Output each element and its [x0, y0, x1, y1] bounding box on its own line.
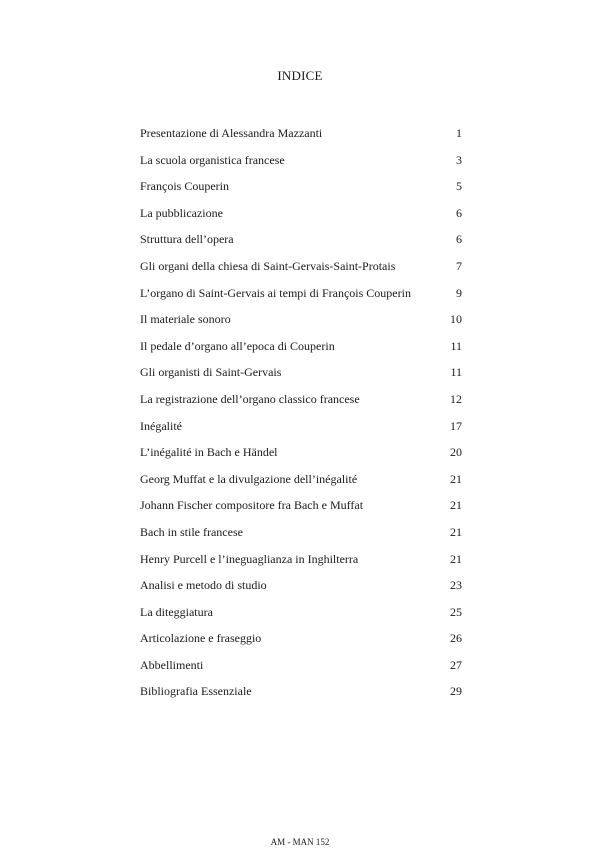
toc-entry[interactable]	[140, 445, 462, 472]
toc-entry-title: Presentazione di Alessandra Mazzanti	[140, 126, 323, 140]
toc-entry-page-number: 6	[456, 232, 462, 247]
toc-entry-title: Bach in stile francese	[140, 524, 243, 539]
toc-entry[interactable]	[140, 259, 462, 286]
toc-entry[interactable]	[140, 552, 462, 579]
toc-entry-page-number: 21	[450, 471, 462, 486]
toc-entry-page-number: 27	[450, 657, 462, 672]
toc-entry-title: Il pedale d’organo all’epoca di Couperin	[140, 338, 335, 353]
page-title: INDICE	[277, 68, 323, 83]
toc-entry[interactable]	[140, 419, 462, 446]
toc-entry[interactable]	[140, 498, 462, 525]
toc-entry-page-number: 7	[456, 258, 462, 273]
toc-entry-page-number: 20	[450, 445, 462, 460]
toc-entry-title: Il materiale sonoro	[140, 312, 231, 327]
toc-entry[interactable]	[140, 232, 462, 259]
toc-entry[interactable]	[140, 126, 462, 153]
toc-entry-page-number: 9	[456, 285, 462, 300]
toc-entry-page-number: 6	[456, 205, 462, 220]
toc-entry-page-number: 21	[450, 551, 462, 566]
toc-entry-title: La registrazione dell’organo classico francese	[140, 391, 360, 406]
toc-entry-page-number: 29	[450, 684, 462, 699]
toc-entry-title: Abbellimenti	[140, 657, 204, 672]
toc-entry-title: La diteggiatura	[140, 604, 213, 619]
toc-entry[interactable]	[140, 578, 462, 605]
toc-entry-title: Articolazione e fraseggio	[140, 631, 262, 646]
toc-entry-page-number: 21	[450, 498, 462, 513]
toc-entry-page-number: 1	[456, 126, 462, 140]
toc-entry[interactable]	[140, 525, 462, 552]
toc-entry[interactable]	[140, 312, 462, 339]
toc-entry-title: L’inégalité in Bach e Händel	[140, 445, 278, 460]
toc-entry-title: Inégalité	[140, 418, 182, 433]
toc-entry[interactable]	[140, 206, 462, 233]
toc-entry-title: La scuola organistica francese	[140, 152, 285, 167]
toc-entry[interactable]	[140, 153, 462, 180]
toc-entry-title: La pubblicazione	[140, 205, 223, 220]
toc-entry-title: Gli organisti di Saint-Gervais	[140, 365, 282, 380]
toc-entry[interactable]	[140, 339, 462, 366]
toc-entry-title: Gli organi della chiesa di Saint-Gervais-Saint-Protais	[140, 258, 396, 273]
toc-entry[interactable]	[140, 392, 462, 419]
toc-entry[interactable]	[140, 605, 462, 632]
toc-entry-page-number: 12	[450, 391, 462, 406]
toc-entry[interactable]	[140, 365, 462, 392]
page-footer: AM - MAN 152	[270, 837, 330, 847]
toc-entry[interactable]	[140, 286, 462, 313]
toc-entry-page-number: 5	[456, 179, 462, 194]
toc-entry[interactable]	[140, 631, 462, 658]
toc-entry[interactable]	[140, 684, 462, 711]
toc-entry-page-number: 10	[450, 312, 462, 327]
toc-entry-title: François Couperin	[140, 179, 229, 194]
toc-entry-title: Analisi e metodo di studio	[140, 578, 267, 593]
toc-entry-title: Georg Muffat e la divulgazione dell’inégalité	[140, 471, 358, 486]
toc-entry-title: Johann Fischer compositore fra Bach e Muffat	[140, 498, 364, 513]
toc-entry-title: L’organo di Saint-Gervais ai tempi di François Couperin	[140, 285, 411, 300]
toc-entry-page-number: 11	[450, 338, 462, 353]
toc-entry-page-number: 17	[450, 418, 462, 433]
table-of-contents	[140, 126, 462, 711]
toc-entry-page-number: 11	[450, 365, 462, 380]
toc-entry[interactable]	[140, 658, 462, 685]
toc-entry-page-number: 21	[450, 524, 462, 539]
toc-entry-page-number: 26	[450, 631, 462, 646]
toc-entry-page-number: 23	[450, 578, 462, 593]
toc-entry-title: Bibliografia Essenziale	[140, 684, 252, 699]
toc-entry-title: Struttura dell’opera	[140, 232, 234, 247]
toc-entry-page-number: 25	[450, 604, 462, 619]
toc-entry[interactable]	[140, 472, 462, 499]
toc-entry-title: Henry Purcell e l’ineguaglianza in Inghilterra	[140, 551, 359, 566]
toc-entry-page-number: 3	[456, 152, 462, 167]
toc-entry[interactable]	[140, 179, 462, 206]
